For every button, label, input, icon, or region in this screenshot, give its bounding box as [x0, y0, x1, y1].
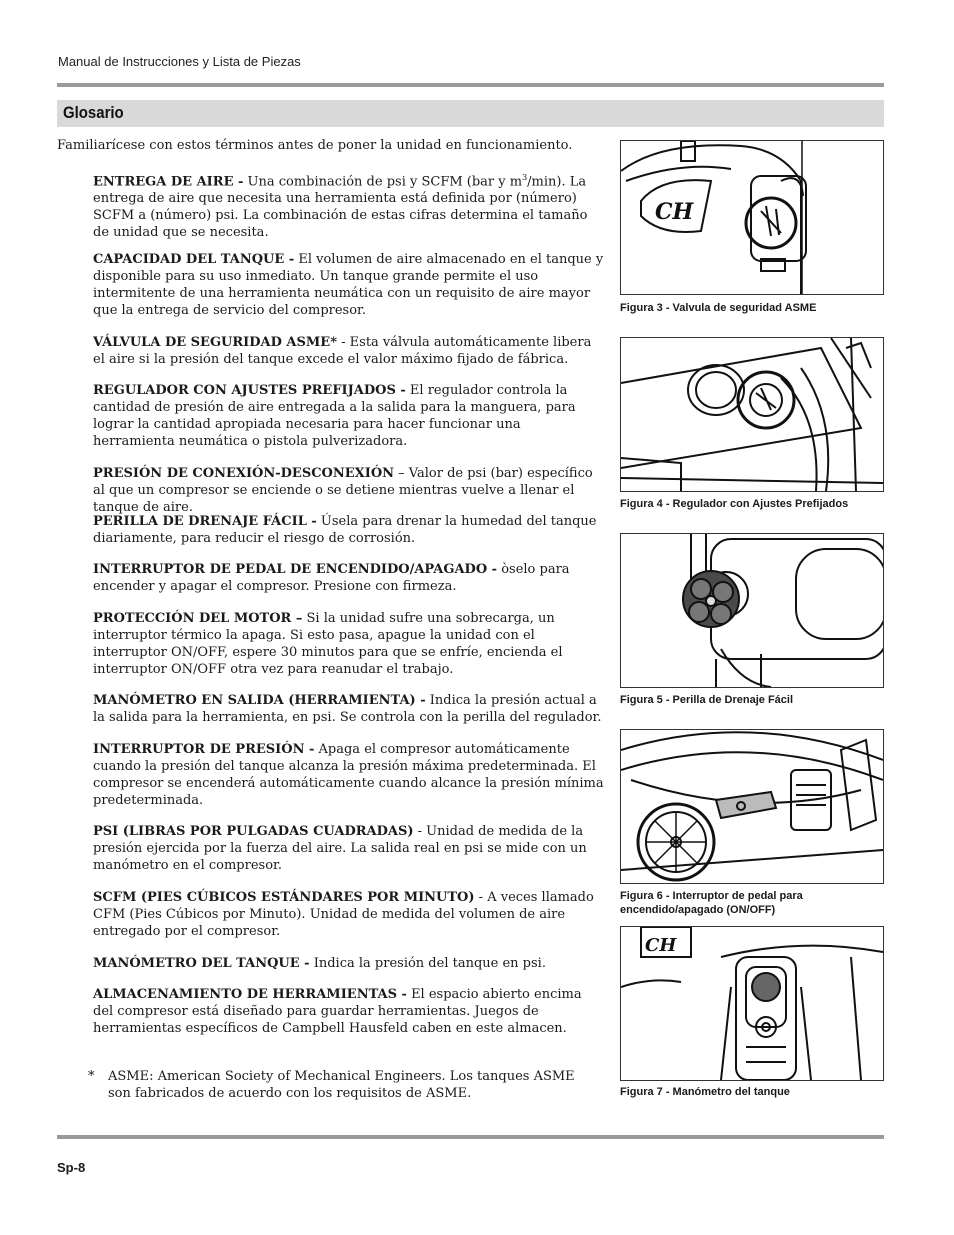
- entry-desc: - Unidad de medida de la presión ejercida por la fuerza del aire. La salida real en psi se mide con un manómetro en el compresor.: [93, 824, 587, 873]
- logo-text: CH: [645, 935, 677, 956]
- glossary-entry: [93, 513, 605, 547]
- figure-3-caption: Figura 3 - Valvula de seguridad ASME: [620, 302, 817, 314]
- entry-desc: òselo para encender y apagar el compresor. Presione con firmeza.: [93, 562, 570, 594]
- entry-desc: Indica la presión del tanque en psi.: [309, 956, 546, 971]
- entry-term: ALMACENAMIENTO DE HERRAMIENTAS -: [93, 987, 407, 1002]
- entry-term: INTERRUPTOR DE PRESIÓN -: [93, 742, 315, 757]
- entry-term: PRESIÓN DE CONEXIÓN-DESCONEXIÓN: [93, 466, 395, 481]
- page-number: Sp-8: [57, 1160, 86, 1175]
- intro-text: Familiarícese con estos términos antes de poner la unidad en funcionamiento.: [57, 138, 573, 153]
- glossary-entry: [93, 251, 605, 319]
- footnote-text: ASME: American Society of Mechanical Engineers. Los tanques ASME son fabricados de acuerdo con los requisitos de ASME.: [108, 1069, 575, 1101]
- glossary-entry: [93, 986, 605, 1037]
- glossary-entry: [93, 561, 605, 595]
- entry-desc: Úsela para drenar la humedad del tanque diariamente, para reducir el riesgo de corrosión.: [93, 514, 597, 546]
- entry-desc: Una combinación de psi y SCFM (bar y m: [243, 174, 523, 190]
- figure-7-caption: Figura 7 - Manómetro del tanque: [620, 1086, 790, 1098]
- entry-desc: – Valor de psi (bar) específico al que un compresor se enciende o se detiene mientras vuelve a llenar el tanque de aire.: [93, 466, 593, 515]
- figure-6-image: [620, 729, 884, 884]
- section-title: Glosario: [63, 103, 124, 122]
- figure-7-image: [620, 926, 884, 1081]
- entry-desc: Apaga el compresor automáticamente cuando la presión del tanque alcanza la presión máxima predeterminada. El compresor se encenderá automáticamente cuando alcance la presión mínima predeterminada.: [93, 742, 604, 808]
- entry-desc: - Esta válvula automáticamente libera el aire si la presión del tanque excede el valor máximo fijado de fábrica.: [93, 335, 592, 367]
- entry-term: REGULADOR CON AJUSTES PREFIJADOS -: [93, 383, 406, 398]
- entry-desc: El regulador controla la cantidad de presión de aire entregada a la salida para la manguera, para lograr la cantidad apropiada necesaria para hacer funcionar una herramienta neumática o pistola pulverizadora.: [93, 383, 576, 449]
- page-header: Manual de Instrucciones y Lista de Piezas: [58, 54, 301, 69]
- logo-text: CH: [655, 199, 694, 225]
- figure-5-image: [620, 533, 884, 688]
- glossary-entry: [93, 741, 605, 809]
- figure-3-image: [620, 140, 884, 295]
- glossary-entry: [93, 465, 605, 516]
- glossary-entry: [93, 610, 605, 678]
- entry-term: ENTREGA DE AIRE -: [93, 174, 244, 190]
- entry-desc: El volumen de aire almacenado en el tanque y disponible para su uso inmediato. Un tanque grande permite el uso intermitente de una herramienta neumática con un requisito de aire mayor que la entrega de servicio del compresor.: [93, 252, 604, 318]
- entry-desc: Indica la presión actual a la salida para la herramienta, en psi. Se controla con la perilla del regulador.: [93, 693, 602, 725]
- glossary-entry: [93, 889, 605, 940]
- section-bar: [57, 100, 884, 127]
- glossary-entry: [93, 955, 605, 972]
- entry-sup: 3: [522, 173, 528, 182]
- entry-term: MANÓMETRO EN SALIDA (HERRAMIENTA) -: [93, 693, 426, 708]
- entry-desc-cont: /min). La entrega de aire que necesita una herramienta está definida por (número) SCFM a (número) psi. La combinación de estas cifras determina el tamaño de unidad que se necesita.: [93, 174, 588, 241]
- entry-term: MANÓMETRO DEL TANQUE -: [93, 956, 310, 971]
- entry-desc: El espacio abierto encima del compresor está diseñado para guardar herramientas. Juegos de herramientas específicos de Campbell Hausfeld caben en este almacen.: [93, 987, 582, 1036]
- footnote-marker: *: [88, 1069, 95, 1084]
- entry-term: INTERRUPTOR DE PEDAL DE ENCENDIDO/APAGADO -: [93, 562, 498, 577]
- entry-term: VÁLVULA DE SEGURIDAD ASME*: [93, 335, 337, 350]
- glossary-entry: [93, 334, 605, 368]
- entry-term: PROTECCIÓN DEL MOTOR –: [93, 611, 303, 626]
- footer-rule: [57, 1135, 884, 1139]
- figure-4-image: [620, 337, 884, 492]
- entry-desc: Si la unidad sufre una sobrecarga, un interruptor térmico la apaga. Si esto pasa, apague la unidad con el interruptor ON/OFF, espere 30 minutos para que se enfríe, encienda el interruptor ON/OFF otra vez para reanudar el trabajo.: [93, 611, 563, 677]
- glossary-entry: [93, 382, 605, 450]
- figure-5-caption: Figura 5 - Perilla de Drenaje Fácil: [620, 694, 794, 706]
- glossary-entry: [93, 823, 605, 874]
- figure-6-caption: Figura 6 - Interruptor de pedal para encendido/apagado (ON/OFF): [620, 890, 803, 916]
- entry-term: PSI (LIBRAS POR PULGADAS CUADRADAS): [93, 824, 414, 839]
- entry-term: CAPACIDAD DEL TANQUE -: [93, 252, 295, 267]
- header-rule: [57, 83, 884, 87]
- figure-4-caption: Figura 4 - Regulador con Ajustes Prefijados: [620, 498, 849, 510]
- glossary-entry: [93, 692, 605, 726]
- entry-desc: - A veces llamado CFM (Pies Cúbicos por Minuto). Unidad de medida del volumen de aire entregado por el compresor.: [93, 890, 594, 939]
- glossary-entry: [93, 169, 605, 241]
- entry-term: PERILLA DE DRENAJE FÁCIL -: [93, 514, 317, 529]
- entry-term: SCFM (PIES CÚBICOS ESTÁNDARES POR MINUTO): [93, 890, 475, 905]
